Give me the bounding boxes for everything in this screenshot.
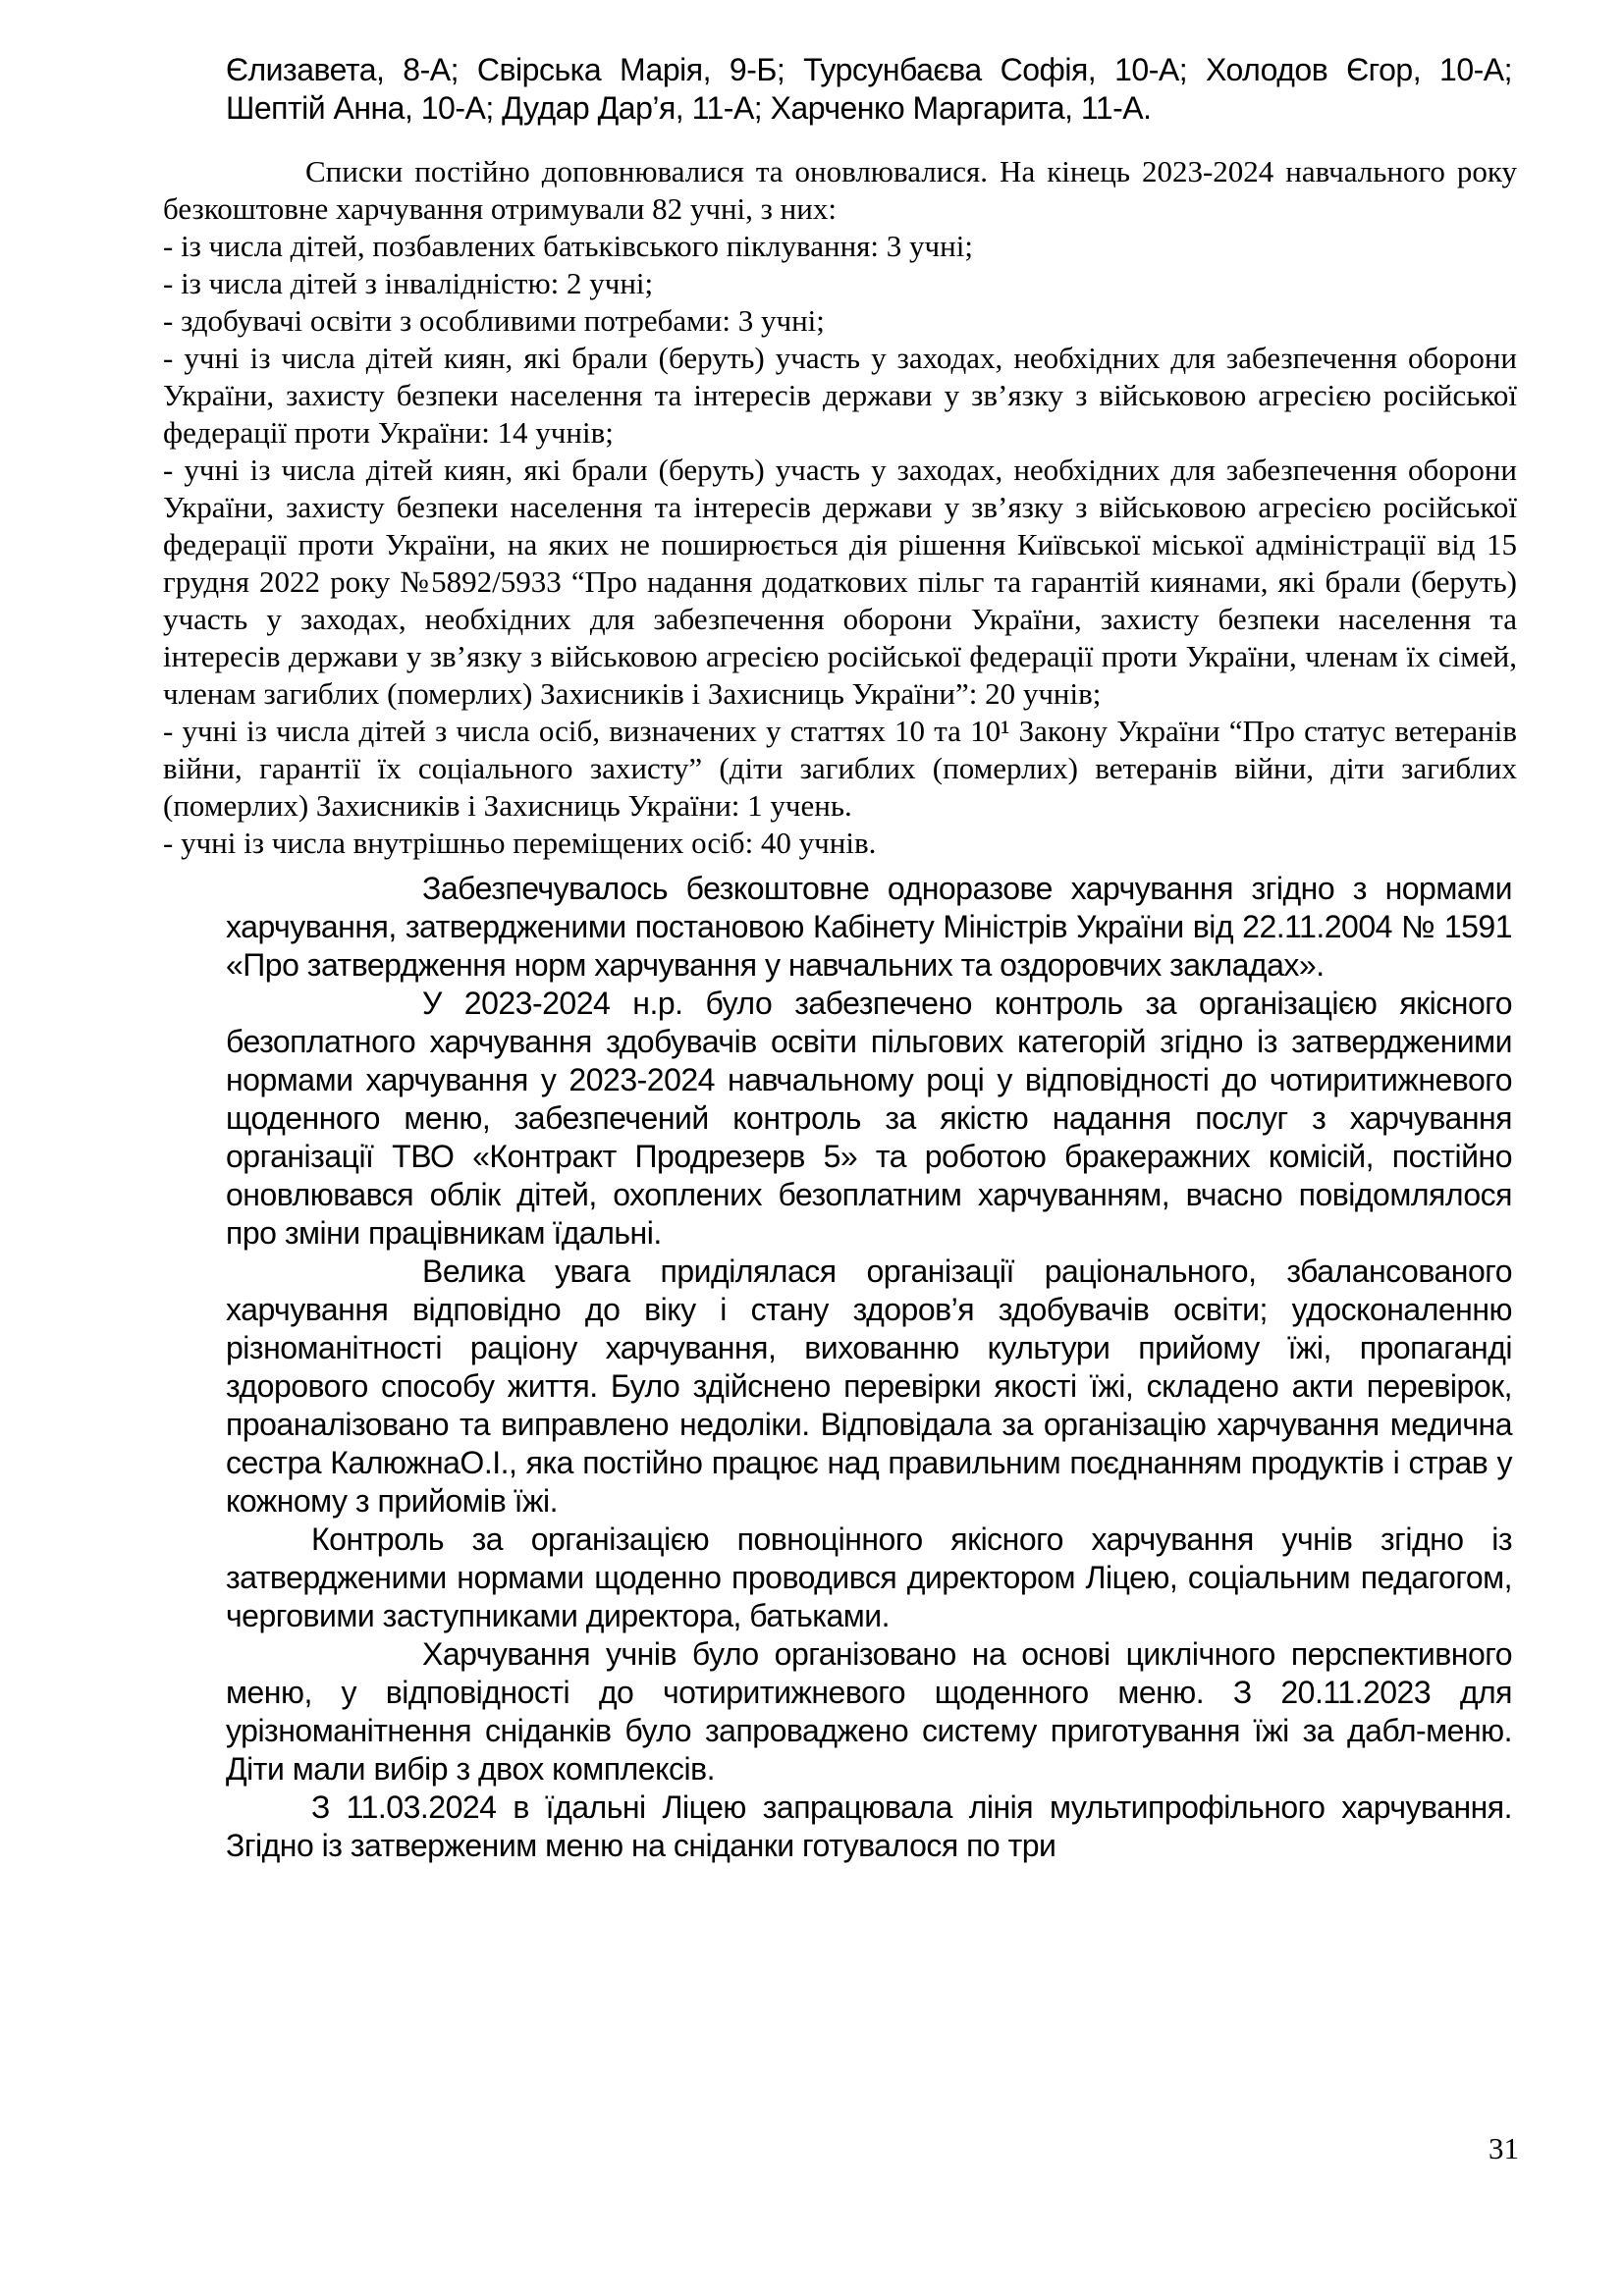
paragraph-daily-control-by-director: Контроль за організацією повноцінного якісного харчування учнів згідно із затвердженими нормами щоденно проводився директором Ліцею, соціальним педагогом, черговими заступниками директора, батьками. bbox=[226, 1522, 1512, 1633]
list-item-special-needs: - здобувачі освіти з особливими потребами: 3 учні; bbox=[163, 303, 825, 338]
free-meals-summary-block bbox=[163, 153, 1517, 862]
page-number: 31 bbox=[1489, 2131, 1519, 2165]
meals-organization-section bbox=[226, 870, 1512, 1865]
list-item-defenders-children-14: - учні із числа дітей киян, які брали (беруть) участь у заходах, необхідних для забезпечення оборони України, захисту безпеки населення та інтересів держави у зв’язку з військовою агресією російської федерації проти України: 14 учнів; bbox=[163, 341, 1517, 450]
text-column bbox=[163, 51, 1517, 1865]
list-item-defenders-children-20: - учні із числа дітей киян, які брали (беруть) участь у заходах, необхідних для забезпечення оборони України, захисту безпеки населення та інтересів держави у зв’язку з військовою агресією російської федерації проти України, на яких не поширюється дія рішення Київської міської адміністрації від 15 грудня 2022 року №5892/5933 “Про надання додаткових пільг та гарантій киянами, які брали (беруть) участь у заходах, необхідних для забезпечення оборони України, захисту безпеки населення та інтересів держави у зв’язку з військовою агресією російської федерації проти України, членам їх сімей, членам загиблих (померлих) Захисників і Захисниць України”: 20 учнів; bbox=[163, 453, 1517, 711]
list-item-orphaned-children: - із числа дітей, позбавлених батьківського піклування: 3 учні; bbox=[163, 229, 973, 263]
list-item-internally-displaced: - учні із числа внутрішньо переміщених осіб: 40 учнів. bbox=[163, 826, 877, 860]
paragraph-quality-control-2023-2024: У 2023-2024 н.р. було забезпечено контроль за організацією якісного безоплатного харчування здобувачів освіти пільгових категорій згідно із затвердженими нормами харчування у 2023-2024 навчальному році у відповідності до чотиритижневого щоденного меню, забезпечений контроль за якістю надання послуг з харчування організації ТВО «Контракт Продрезерв 5» та роботою бракеражних комісій, постійно оновлювався облік дітей, охоплених безоплатним харчуванням, вчасно повідомлялося про зміни працівникам їдальні. bbox=[226, 986, 1512, 1251]
paragraph-cyclic-menu-double-menu: Харчування учнів було організовано на основі циклічного перспективного меню, у відповідності до чотиритижневого щоденного меню. З 20.11.2023 для урізноманітнення сніданків було запроваджено систему приготування їжі за дабл-меню. Діти мали вибір з двох комплексів. bbox=[226, 1636, 1512, 1787]
list-item-children-with-disability: - із числа дітей з інвалідністю: 2 учні; bbox=[163, 266, 654, 300]
continued-student-list-paragraph: Єлизавета, 8-А; Свірська Марія, 9-Б; Турсунбаєва Софія, 10-А; Холодов Єгор, 10-А; Шептій Анна, 10-А; Дудар Дар’я, 11-А; Харченко Маргарита, 11-А. bbox=[226, 52, 1512, 126]
paragraph-multiprofile-food-line: З 11.03.2024 в їдальні Ліцею запрацювала лінія мультипрофільного харчування. Згідно із затверженим меню на сніданки готувалося по три bbox=[226, 1789, 1512, 1863]
lead-paragraph-lists-updated: Списки постійно доповнювалися та оновлювалися. На кінець 2023-2024 навчального року безкоштовне харчування отримували 82 учні, з них: bbox=[163, 154, 1517, 226]
paragraph-rational-nutrition: Велика увага приділялася організації раціонального, збалансованого харчування відповідно до віку і стану здоров’я здобувачів освіти; удосконаленню різноманітності раціону харчування, вихованню культури прийому їжі, пропаганді здорового способу життя. Було здійснено перевірки якості їжі, складено акти перевірок, проаналізовано та виправлено недоліки. Відповідала за організацію харчування медична сестра КалюжнаО.І., яка постійно працює над правильним поєднанням продуктів і страв у кожному з прийомів їжі. bbox=[226, 1254, 1512, 1519]
list-item-war-veterans-law: - учні із числа дітей з числа осіб, визначених у статтях 10 та 10¹ Закону України “Про статус ветеранів війни, гарантії їх соціального захисту” (діти загиблих (померлих) ветеранів війни, діти загиблих (померлих) Захисників і Захисниць України: 1 учень. bbox=[163, 714, 1517, 823]
paragraph-meal-norms-resolution: Забезпечувалось безкоштовне одноразове харчування згідно з нормами харчування, затвердженими постановою Кабінету Міністрів України від 22.11.2004 № 1591 «Про затвердження норм харчування у навчальних та оздоровчих закладах». bbox=[226, 871, 1512, 983]
